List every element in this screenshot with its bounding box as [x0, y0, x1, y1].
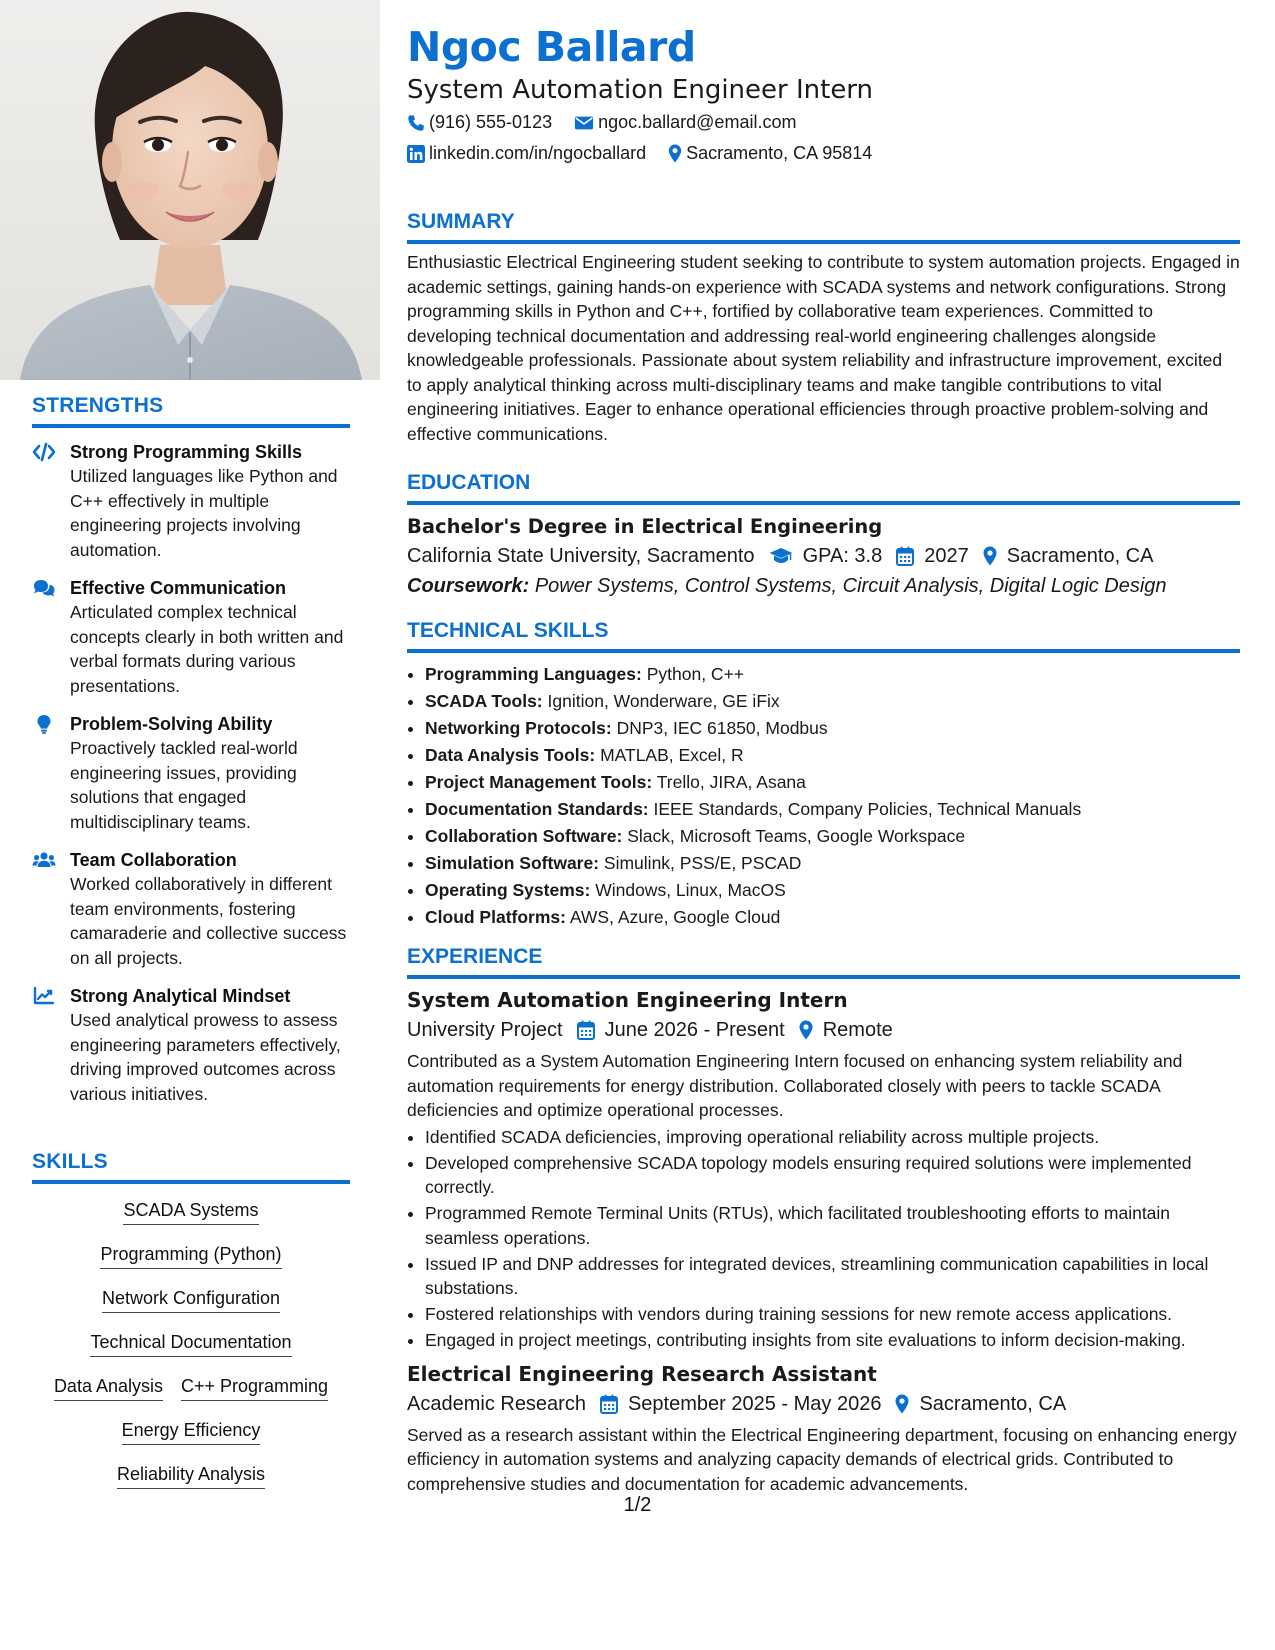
list-item — [425, 877, 1240, 904]
skill-label: Networking Protocols: — [425, 718, 612, 738]
job-location — [895, 1389, 1066, 1419]
job-dates — [577, 1015, 785, 1045]
education-location-text: Sacramento, CA — [1006, 545, 1154, 567]
school-name — [407, 541, 755, 571]
email-contact[interactable] — [574, 112, 796, 133]
skill-label: Documentation Standards: — [425, 799, 649, 819]
job-dates-text: June 2026 - Present — [604, 1019, 785, 1041]
skill-label: Programming Languages: — [425, 664, 642, 684]
job-entry — [407, 985, 1240, 1353]
calendar-icon — [577, 1020, 595, 1040]
skill-tag: Data Analysis — [54, 1374, 163, 1401]
strength-item — [32, 576, 350, 698]
strength-title: Strong Programming Skills — [70, 442, 303, 462]
list-item: • Engaged in project meetings, contributing insights from site evaluations to inform decision-making. — [425, 1328, 1240, 1353]
strength-title: Team Collaboration — [70, 850, 237, 870]
users-icon — [32, 850, 56, 870]
job-location-text: Remote — [822, 1019, 893, 1041]
list-item: • Developed comprehensive SCADA topology models ensuring required solutions were implemented correctly. — [425, 1151, 1240, 1200]
skill-tag: Technical Documentation — [90, 1330, 291, 1357]
strengths-heading: STRENGTHS — [32, 394, 350, 428]
linkedin-contact[interactable] — [407, 143, 646, 164]
strength-description: Worked collaboratively in different team environments, fostering camaraderie and collective success on all projects. — [70, 874, 347, 968]
profile-photo — [0, 0, 380, 380]
strength-description: Proactively tackled real-world engineering issues, providing solutions that engaged multidisciplinary teams. — [70, 738, 298, 832]
calendar-icon — [600, 1394, 618, 1414]
job-title: Electrical Engineering Research Assistant — [407, 1361, 877, 1386]
job-org — [407, 1015, 563, 1045]
education-location — [983, 541, 1154, 571]
candidate-name: Ngoc Ballard — [407, 23, 696, 71]
strength-title: Problem-Solving Ability — [70, 714, 273, 734]
list-item: • Identified SCADA deficiencies, improving operational reliability across multiple projects. — [425, 1125, 1240, 1150]
skill-label: SCADA Tools: — [425, 691, 543, 711]
experience-heading: EXPERIENCE — [407, 945, 1240, 979]
map-marker-icon — [895, 1394, 909, 1414]
skill-label: Operating Systems: — [425, 880, 591, 900]
profile-photo-illustration — [0, 0, 380, 380]
strength-title: Strong Analytical Mindset — [70, 986, 291, 1006]
contact-row-2 — [407, 143, 894, 164]
strength-description: Utilized languages like Python and C++ effectively in multiple engineering projects involving automation. — [70, 466, 338, 560]
chart-line-icon — [32, 986, 56, 1006]
summary-section — [407, 210, 1240, 446]
page-number: 1/2 — [623, 1494, 652, 1516]
technical-skills-section — [407, 619, 1240, 931]
list-item — [425, 823, 1240, 850]
job-title: System Automation Engineering Intern — [407, 988, 848, 1012]
degree-title: Bachelor's Degree in Electrical Engineering — [407, 515, 883, 538]
coursework-list: Power Systems, Control Systems, Circuit Analysis, Digital Logic Design — [534, 575, 1167, 597]
location-contact — [668, 143, 872, 164]
code-icon — [32, 442, 56, 462]
skill-label: Project Management Tools: — [425, 772, 653, 792]
technical-skills-list — [407, 661, 1240, 931]
strength-item — [32, 440, 350, 562]
list-item — [425, 904, 1240, 931]
coursework — [407, 571, 1240, 601]
list-item — [425, 850, 1240, 877]
skill-tag: Programming (Python) — [100, 1242, 281, 1269]
phone-contact[interactable] — [407, 112, 552, 133]
strength-description: Articulated complex technical concepts clearly in both written and verbal formats during various presentations. — [70, 602, 344, 696]
job-org-text: Academic Research — [407, 1392, 586, 1415]
linkedin-icon — [407, 145, 425, 163]
calendar-icon — [896, 546, 914, 566]
strength-title: Effective Communication — [70, 578, 287, 598]
map-marker-icon — [668, 144, 682, 163]
job-bullets — [407, 1125, 1240, 1353]
left-sidebar — [0, 0, 380, 1650]
strength-item — [32, 712, 350, 834]
list-item: • Programmed Remote Terminal Units (RTUs), which facilitated troubleshooting efforts to maintain seamless operations. — [425, 1201, 1240, 1250]
skill-tag: Reliability Analysis — [117, 1462, 265, 1489]
list-item — [425, 796, 1240, 823]
comments-icon — [32, 578, 56, 598]
location-text: Sacramento, CA 95814 — [686, 143, 873, 163]
job-dates — [600, 1389, 882, 1419]
skill-value: Python, C++ — [646, 664, 745, 684]
envelope-icon — [574, 115, 594, 131]
skill-tag: Network Configuration — [102, 1286, 280, 1313]
list-item — [425, 715, 1240, 742]
graduation-year — [896, 541, 969, 571]
skill-label: Collaboration Software: — [425, 826, 623, 846]
graduation-cap-icon — [769, 547, 793, 565]
skill-value: Trello, JIRA, Asana — [656, 772, 806, 792]
job-location — [799, 1015, 893, 1045]
list-item: • Fostered relationships with vendors during training sessions for new remote access applications. — [425, 1302, 1240, 1327]
experience-section — [407, 945, 1240, 1496]
phone-icon — [407, 114, 425, 132]
job-meta — [407, 1015, 1240, 1045]
skills-list — [32, 1198, 350, 1489]
strengths-section — [32, 394, 350, 1106]
skill-value: Slack, Microsoft Teams, Google Workspace — [627, 826, 966, 846]
map-marker-icon — [983, 546, 997, 566]
coursework-label: Coursework: — [407, 575, 530, 597]
skill-value: MATLAB, Excel, R — [600, 745, 744, 765]
skill-label: Data Analysis Tools: — [425, 745, 596, 765]
strength-item — [32, 984, 350, 1106]
technical-skills-heading: TECHNICAL SKILLS — [407, 619, 1240, 653]
education-section — [407, 471, 1240, 601]
list-item — [425, 661, 1240, 688]
skills-section — [32, 1150, 350, 1506]
gpa — [769, 541, 883, 571]
job-entry — [407, 1359, 1240, 1497]
job-location-text: Sacramento, CA — [919, 1392, 1067, 1415]
candidate-role: System Automation Engineer Intern — [407, 75, 874, 105]
job-org-text: University Project — [407, 1019, 563, 1041]
skill-tag: SCADA Systems — [123, 1198, 258, 1225]
list-item — [425, 742, 1240, 769]
education-meta — [407, 541, 1240, 571]
job-meta — [407, 1389, 1240, 1419]
skill-label: Simulation Software: — [425, 853, 600, 873]
skill-value: IEEE Standards, Company Policies, Technical Manuals — [653, 799, 1082, 819]
skill-value: Ignition, Wonderware, GE iFix — [547, 691, 780, 711]
skill-value: Windows, Linux, MacOS — [595, 880, 786, 900]
job-description: Served as a research assistant within the Electrical Engineering department, focusing on enhancing energy efficiency in automation systems and analyzing capacity demands of electrical grids. Contributed to comprehensive studies and documentation for academic advancements. — [407, 1424, 1237, 1494]
skill-label: Cloud Platforms: — [425, 907, 566, 927]
list-item: • Issued IP and DNP addresses for integrated devices, streamlining communication capabilities in local substations. — [425, 1252, 1240, 1301]
contact-row-1 — [407, 112, 818, 133]
skill-value: DNP3, IEC 61850, Modbus — [616, 718, 828, 738]
strength-item — [32, 848, 350, 970]
linkedin-text: linkedin.com/in/ngocballard — [429, 143, 647, 163]
job-description: Contributed as a System Automation Engineering Intern focused on enhancing system reliability and automation requirements for energy distribution. Collaborated closely with peers to tackle SCADA deficiencies and optimize operational processes. — [407, 1051, 1183, 1120]
education-heading: EDUCATION — [407, 471, 1240, 505]
lightbulb-icon — [32, 714, 56, 734]
phone-text: (916) 555-0123 — [429, 112, 553, 132]
year-text: 2027 — [924, 545, 969, 567]
summary-text: Enthusiastic Electrical Engineering student seeking to contribute to system automation projects. Engaged in academic settings, gaining hands-on experience with SCADA systems and network configurations. Strong programming skills in Python and C++, fortified by collaborative team experiences. Committed to developing technical documentation and addressing real-world engineering challenges alongside knowledgeable professionals. Passionate about system reliability and infrastructure improvement, excited to apply analytical thinking across multi-disciplinary teams and make tangible contributions to vital engineering initiatives. Eager to enhance operational efficiencies through proactive problem-solving and effective communications. — [407, 252, 1240, 444]
skill-tag: Energy Efficiency — [122, 1418, 261, 1445]
school-text: California State University, Sacramento — [407, 545, 755, 567]
list-item — [425, 688, 1240, 715]
skill-tag: C++ Programming — [181, 1374, 328, 1401]
gpa-text: GPA: 3.8 — [802, 545, 883, 567]
job-org — [407, 1389, 586, 1419]
map-marker-icon — [799, 1020, 813, 1040]
skill-value: AWS, Azure, Google Cloud — [569, 907, 781, 927]
list-item — [425, 769, 1240, 796]
skill-value: Simulink, PSS/E, PSCAD — [603, 853, 802, 873]
email-text: ngoc.ballard@email.com — [598, 112, 797, 132]
skills-heading: SKILLS — [32, 1150, 350, 1184]
strength-description: Used analytical prowess to assess engineering parameters effectively, driving improved outcomes across various initiatives. — [70, 1010, 341, 1104]
job-dates-text: September 2025 - May 2026 — [627, 1392, 882, 1415]
summary-heading: SUMMARY — [407, 210, 1240, 244]
